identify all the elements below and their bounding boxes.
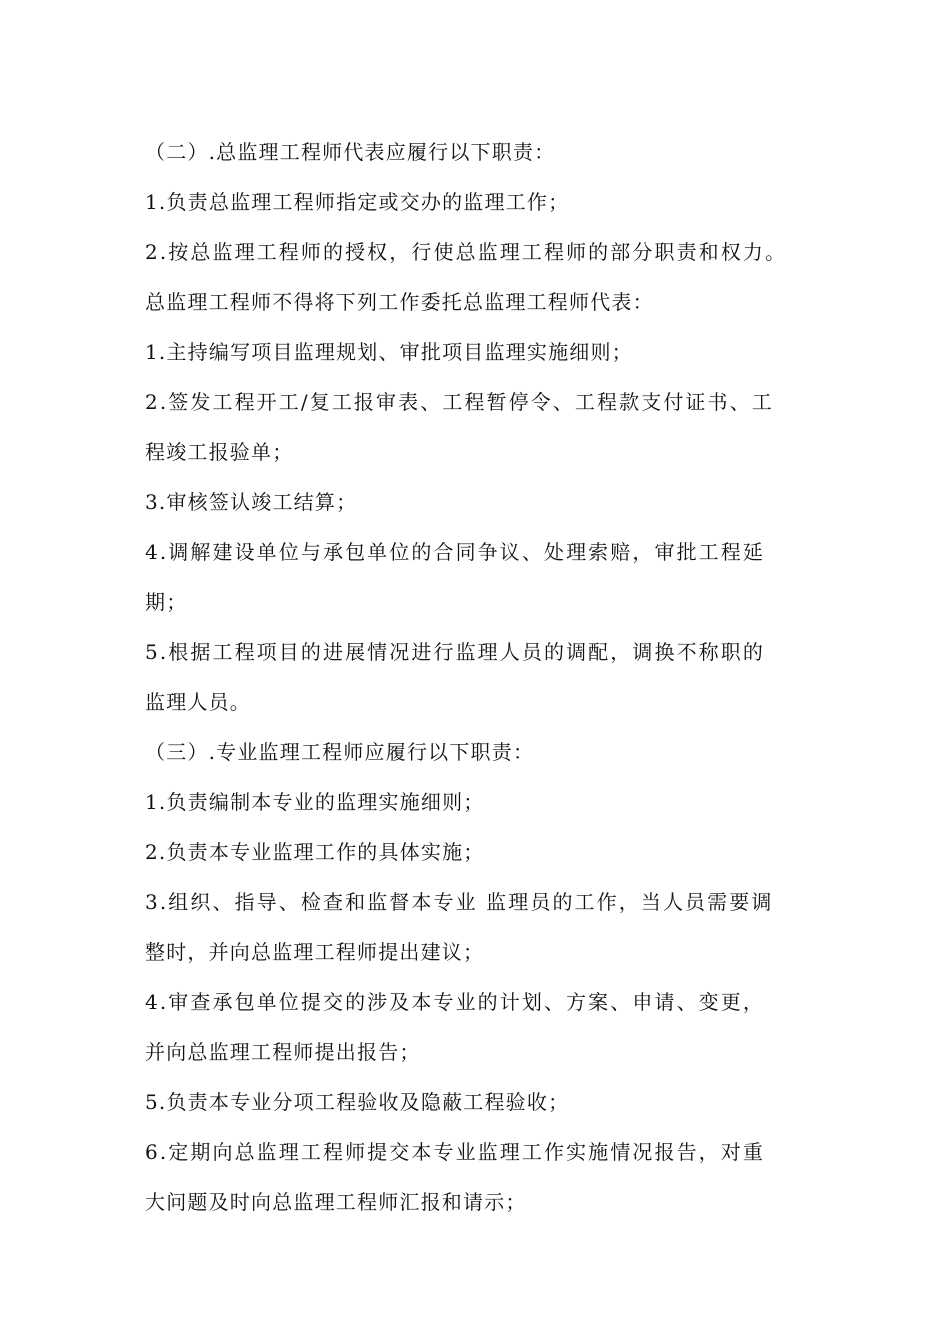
paragraph-line: 总监理工程师不得将下列工作委托总监理工程师代表： [145,290,654,314]
paragraph-line: 监理人员。 [145,690,251,714]
paragraph-line: 5.负责本专业分项工程验收及隐蔽工程验收； [145,1090,570,1114]
section-heading-deputy-chief-duties: （二）.总监理工程师代表应履行以下职责： [145,140,556,164]
paragraph-line: 4.审查承包单位提交的涉及本专业的计划、方案、申请、变更， [145,990,765,1014]
paragraph-line: 大问题及时向总监理工程师汇报和请示； [145,1190,527,1214]
paragraph-line: 整时，并向总监理工程师提出建议； [145,940,485,964]
paragraph-line: 1.负责总监理工程师指定或交办的监理工作； [145,190,570,214]
paragraph-line: 1.负责编制本专业的监理实施细则； [145,790,485,814]
paragraph-line: 1.主持编写项目监理规划、审批项目监理实施细则； [145,340,633,364]
paragraph-line: 6.定期向总监理工程师提交本专业监理工作实施情况报告，对重 [145,1140,765,1164]
paragraph-line: 3.组织、指导、检查和监督本专业 监理员的工作，当人员需要调 [145,890,774,914]
paragraph-line: 4.调解建设单位与承包单位的合同争议、处理索赔，审批工程延 [145,540,765,564]
paragraph-line: 程竣工报验单； [145,440,294,464]
paragraph-line: 并向总监理工程师提出报告； [145,1040,421,1064]
section-heading-specialist-duties: （三）.专业监理工程师应履行以下职责： [145,740,535,764]
paragraph-line: 期； [145,590,188,614]
paragraph-line: 2.签发工程开工/复工报审表、工程暂停令、工程款支付证书、工 [145,390,774,414]
paragraph-line: 2.按总监理工程师的授权，行使总监理工程师的部分职责和权力。 [145,240,788,264]
paragraph-line: 2.负责本专业监理工作的具体实施； [145,840,485,864]
paragraph-line: 5.根据工程项目的进展情况进行监理人员的调配，调换不称职的 [145,640,765,664]
paragraph-line: 3.审核签认竣工结算； [145,490,358,514]
